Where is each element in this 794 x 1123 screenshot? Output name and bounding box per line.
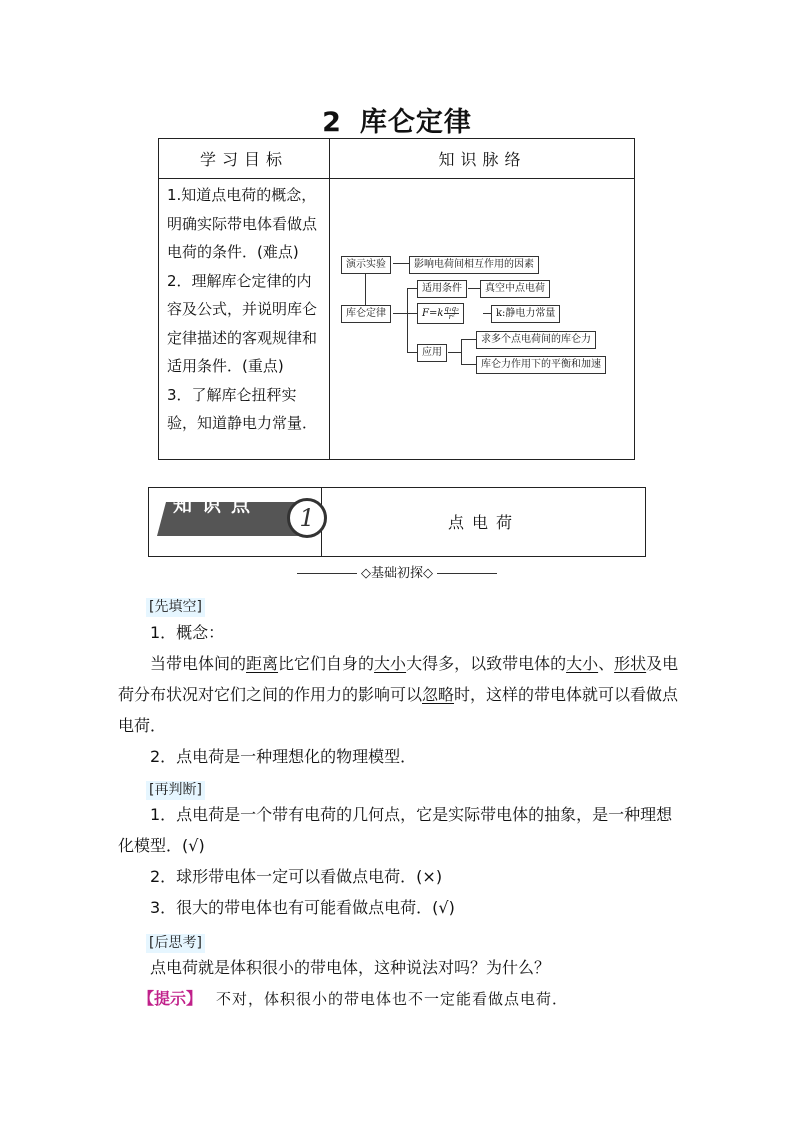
concept-heading: 1．概念： bbox=[150, 623, 225, 642]
judge-section bbox=[118, 799, 682, 923]
goal-item: 3．了解库仑扭秤实验，知道静电力常量． bbox=[167, 385, 318, 432]
section-number: 2 bbox=[322, 107, 342, 138]
formula-node bbox=[417, 303, 464, 324]
judge-item: 3．很大的带电体也有可能看做点电荷．(√) bbox=[150, 898, 455, 917]
hint-line bbox=[118, 983, 682, 1015]
vacuum-point-charge-node: 真空中点电荷 bbox=[480, 280, 550, 298]
goal-item: 2．理解库仑定律的内容及公式，并说明库仑定律描述的客观规律和适用条件．(重点) bbox=[167, 271, 318, 375]
balance-acceleration-node: 库仑力作用下的平衡和加速 bbox=[476, 356, 606, 374]
formula-denominator: r² bbox=[448, 313, 455, 321]
factors-node: 影响电荷间相互作用的因素 bbox=[409, 256, 539, 274]
coulomb-law-node: 库仑定律 bbox=[341, 305, 391, 323]
judge-tag: [再判断] bbox=[146, 781, 205, 800]
multi-charge-force-node: 求多个点电荷间的库仑力 bbox=[476, 331, 596, 349]
section-title: 库仑定律 bbox=[359, 107, 472, 138]
hint-tag: 【提示】 bbox=[138, 989, 203, 1008]
model-statement: 2．点电荷是一种理想化的物理模型． bbox=[150, 747, 417, 766]
knowledge-mindmap bbox=[330, 179, 635, 459]
divider-label: ◇基础初探◇ bbox=[361, 566, 433, 581]
conditions-node: 适用条件 bbox=[417, 280, 467, 298]
objectives-table bbox=[158, 138, 635, 460]
demo-experiment-node: 演示实验 bbox=[341, 256, 391, 274]
hint-text: 不对，体积很小的带电体也不一定能看做点电荷． bbox=[216, 990, 569, 1008]
goal-item: 1.知道点电荷的概念，明确实际带电体看做点电荷的条件．(难点) bbox=[167, 186, 318, 261]
think-tag: [后思考] bbox=[146, 934, 205, 953]
think-question: 点电荷就是体积很小的带电体，这种说法对吗？为什么？ bbox=[150, 958, 551, 977]
fill-blank-tag: [先填空] bbox=[146, 598, 205, 617]
knowledge-point-banner-text: 知识点 bbox=[173, 494, 261, 516]
section-divider bbox=[0, 562, 794, 581]
learning-goals-header: 学习目标 bbox=[199, 150, 288, 169]
concept-paragraph: 当带电体间的距离比它们自身的大小大得多，以致带电体的大小、形状及电荷分布状况对它们之间的作用力的影响可以忽略时，这样的带电体就可以看做点电荷． bbox=[118, 654, 679, 735]
knowledge-point-number: 1 bbox=[287, 498, 327, 538]
knowledge-map-header: 知识脉络 bbox=[438, 150, 527, 169]
judge-item: 2．球形带电体一定可以看做点电荷．(×) bbox=[150, 867, 443, 886]
judge-item: 1．点电荷是一个带有电荷的几何点，它是实际带电体的抽象，是一种理想化模型．(√) bbox=[118, 805, 673, 855]
application-node: 应用 bbox=[417, 344, 447, 362]
formula-numerator: q₁q₂ bbox=[444, 305, 459, 313]
constant-node: k:静电力常量 bbox=[491, 305, 560, 323]
knowledge-point-header bbox=[148, 487, 646, 557]
knowledge-point-title: 点电荷 bbox=[447, 513, 520, 532]
formula-lhs: F=k bbox=[422, 307, 444, 319]
fill-blank-section bbox=[118, 617, 682, 772]
page-title bbox=[0, 100, 794, 139]
think-section bbox=[118, 952, 682, 1015]
goals-list bbox=[167, 181, 325, 438]
